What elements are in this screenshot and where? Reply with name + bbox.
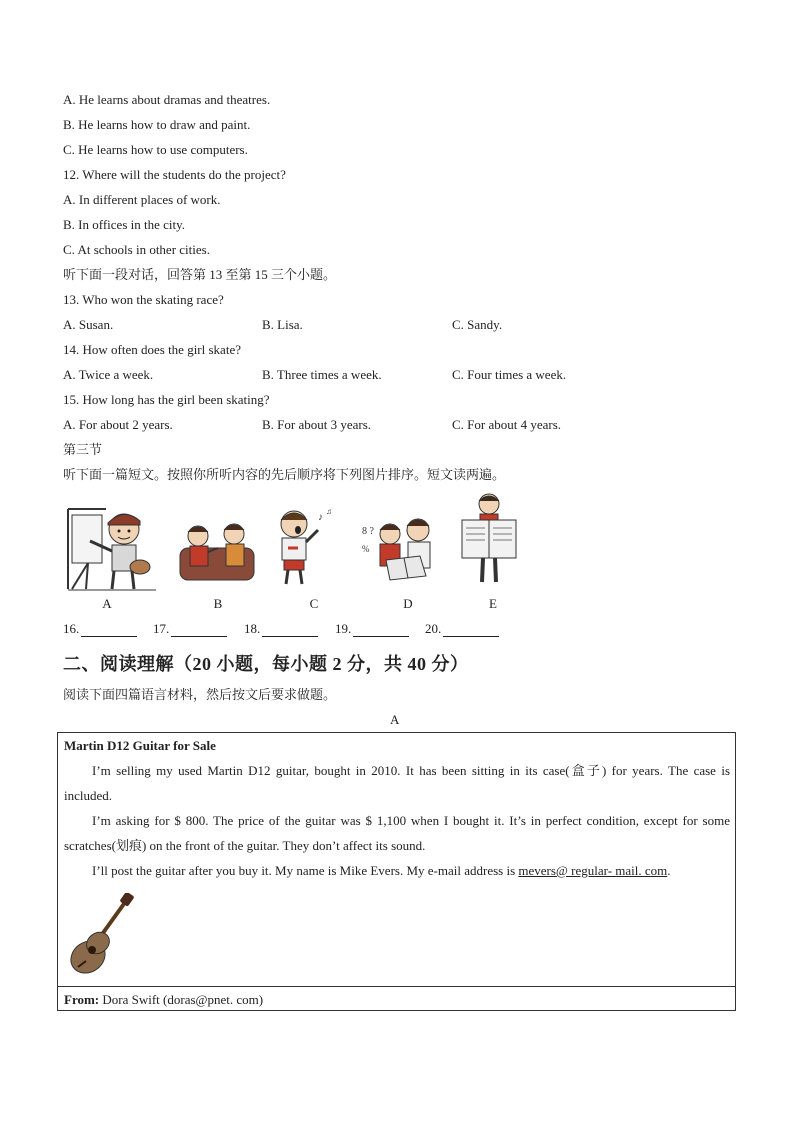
q13-question: 13. Who won the skating race? bbox=[63, 292, 224, 307]
answer-underline bbox=[81, 623, 137, 637]
boy-singing-icon bbox=[272, 508, 336, 586]
seller-email-link[interactable]: mevers@ regular- mail. com bbox=[518, 863, 668, 878]
q14-option-b: B. Three times a week. bbox=[262, 367, 382, 382]
two-kids-talking-icon bbox=[178, 518, 256, 584]
answer-blank-18[interactable] bbox=[244, 621, 318, 637]
q11-option-b: B. He learns how to draw and paint. bbox=[63, 117, 251, 132]
passage-label: A bbox=[390, 712, 400, 727]
guitar-icon bbox=[64, 893, 136, 983]
reading-heading: 二、阅读理解（20 小题，每小题 2 分，共 40 分） bbox=[63, 654, 469, 674]
q13-option-a: A. Susan. bbox=[63, 317, 114, 332]
answer-blank-number: 20. bbox=[425, 621, 442, 636]
answer-blank-number: 16. bbox=[63, 621, 80, 636]
ad-paragraph-2 bbox=[64, 808, 730, 858]
answer-blank-20[interactable] bbox=[425, 621, 499, 637]
ad-paragraph-3-text: I’ll post the guitar after you buy it. My name is Mike Evers. My e-mail address is bbox=[92, 863, 519, 878]
picture-label-e: E bbox=[489, 596, 497, 611]
reading-instruction: 阅读下面四篇语言材料，然后按文后要求做题。 bbox=[63, 687, 337, 702]
picture-label-c: C bbox=[309, 596, 319, 611]
guitar-ad-box bbox=[57, 732, 736, 1011]
ad-title: Martin D12 Guitar for Sale bbox=[64, 738, 216, 753]
q15-option-c: C. For about 4 years. bbox=[452, 417, 562, 432]
q15-option-b: B. For about 3 years. bbox=[262, 417, 372, 432]
q14-option-a: A. Twice a week. bbox=[63, 367, 154, 382]
q14-option-c: C. Four times a week. bbox=[452, 367, 567, 382]
painting-boy-icon bbox=[66, 505, 158, 591]
q12-option-c: C. At schools in other cities. bbox=[63, 242, 210, 257]
q13-option-b: B. Lisa. bbox=[262, 317, 303, 332]
picture-label-d: D bbox=[403, 596, 413, 611]
ad-paragraph-3-end: . bbox=[667, 863, 671, 878]
ad-paragraph-1 bbox=[64, 758, 730, 808]
q12-option-b: B. In offices in the city. bbox=[63, 217, 186, 232]
q12-question: 12. Where will the students do the project? bbox=[63, 167, 286, 182]
picture-label-a: A bbox=[102, 596, 112, 611]
svg-text:♫: ♫ bbox=[326, 508, 332, 516]
from-value: Dora Swift (doras@pnet. com) bbox=[99, 992, 264, 1007]
kids-reading-icon bbox=[360, 512, 444, 584]
q11-option-c: C. He learns how to use computers. bbox=[63, 142, 248, 157]
ad-paragraph-2-text: I’m asking for $ 800. The price of the guitar was $ 1,100 when I bought it. It’s in perfect condition, except for some scratches(划痕) on the front of the guitar. They don’t affect its sound. bbox=[64, 813, 730, 853]
q12-option-a: A. In different places of work. bbox=[63, 192, 221, 207]
man-newspaper-icon bbox=[460, 492, 518, 584]
q13-option-c: C. Sandy. bbox=[452, 317, 503, 332]
answer-underline bbox=[443, 623, 499, 637]
svg-text:%: % bbox=[362, 544, 370, 554]
ad-paragraph-3 bbox=[64, 858, 730, 883]
answer-underline bbox=[262, 623, 318, 637]
svg-text:♪: ♪ bbox=[318, 512, 323, 523]
answer-blank-17[interactable] bbox=[153, 621, 227, 637]
ad-divider bbox=[58, 986, 735, 987]
from-label: From: bbox=[64, 992, 100, 1007]
answer-underline bbox=[171, 623, 227, 637]
answer-blank-19[interactable] bbox=[335, 621, 409, 637]
instruction-13-15: 听下面一段对话，回答第 13 至第 15 三个小题。 bbox=[63, 267, 337, 282]
answer-blank-16[interactable] bbox=[63, 621, 137, 637]
q15-option-a: A. For about 2 years. bbox=[63, 417, 173, 432]
ad-paragraph-1-text: I’m selling my used Martin D12 guitar, bought in 2010. It has been sitting in its case(盒子) for years. The case is included. bbox=[64, 763, 730, 803]
svg-text:8 ?: 8 ? bbox=[362, 526, 374, 537]
q11-option-a: A. He learns about dramas and theatres. bbox=[63, 92, 271, 107]
answer-blank-number: 17. bbox=[153, 621, 170, 636]
picture-label-b: B bbox=[213, 596, 223, 611]
ad-from-line bbox=[64, 992, 263, 1008]
answer-blank-number: 19. bbox=[335, 621, 352, 636]
section3-instruction: 听下面一篇短文。按照你所听内容的先后顺序将下列图片排序。短文读两遍。 bbox=[63, 467, 506, 482]
q14-question: 14. How often does the girl skate? bbox=[63, 342, 241, 357]
section3-title: 第三节 bbox=[63, 442, 103, 457]
answer-blank-number: 18. bbox=[244, 621, 261, 636]
q15-question: 15. How long has the girl been skating? bbox=[63, 392, 270, 407]
answer-underline bbox=[353, 623, 409, 637]
